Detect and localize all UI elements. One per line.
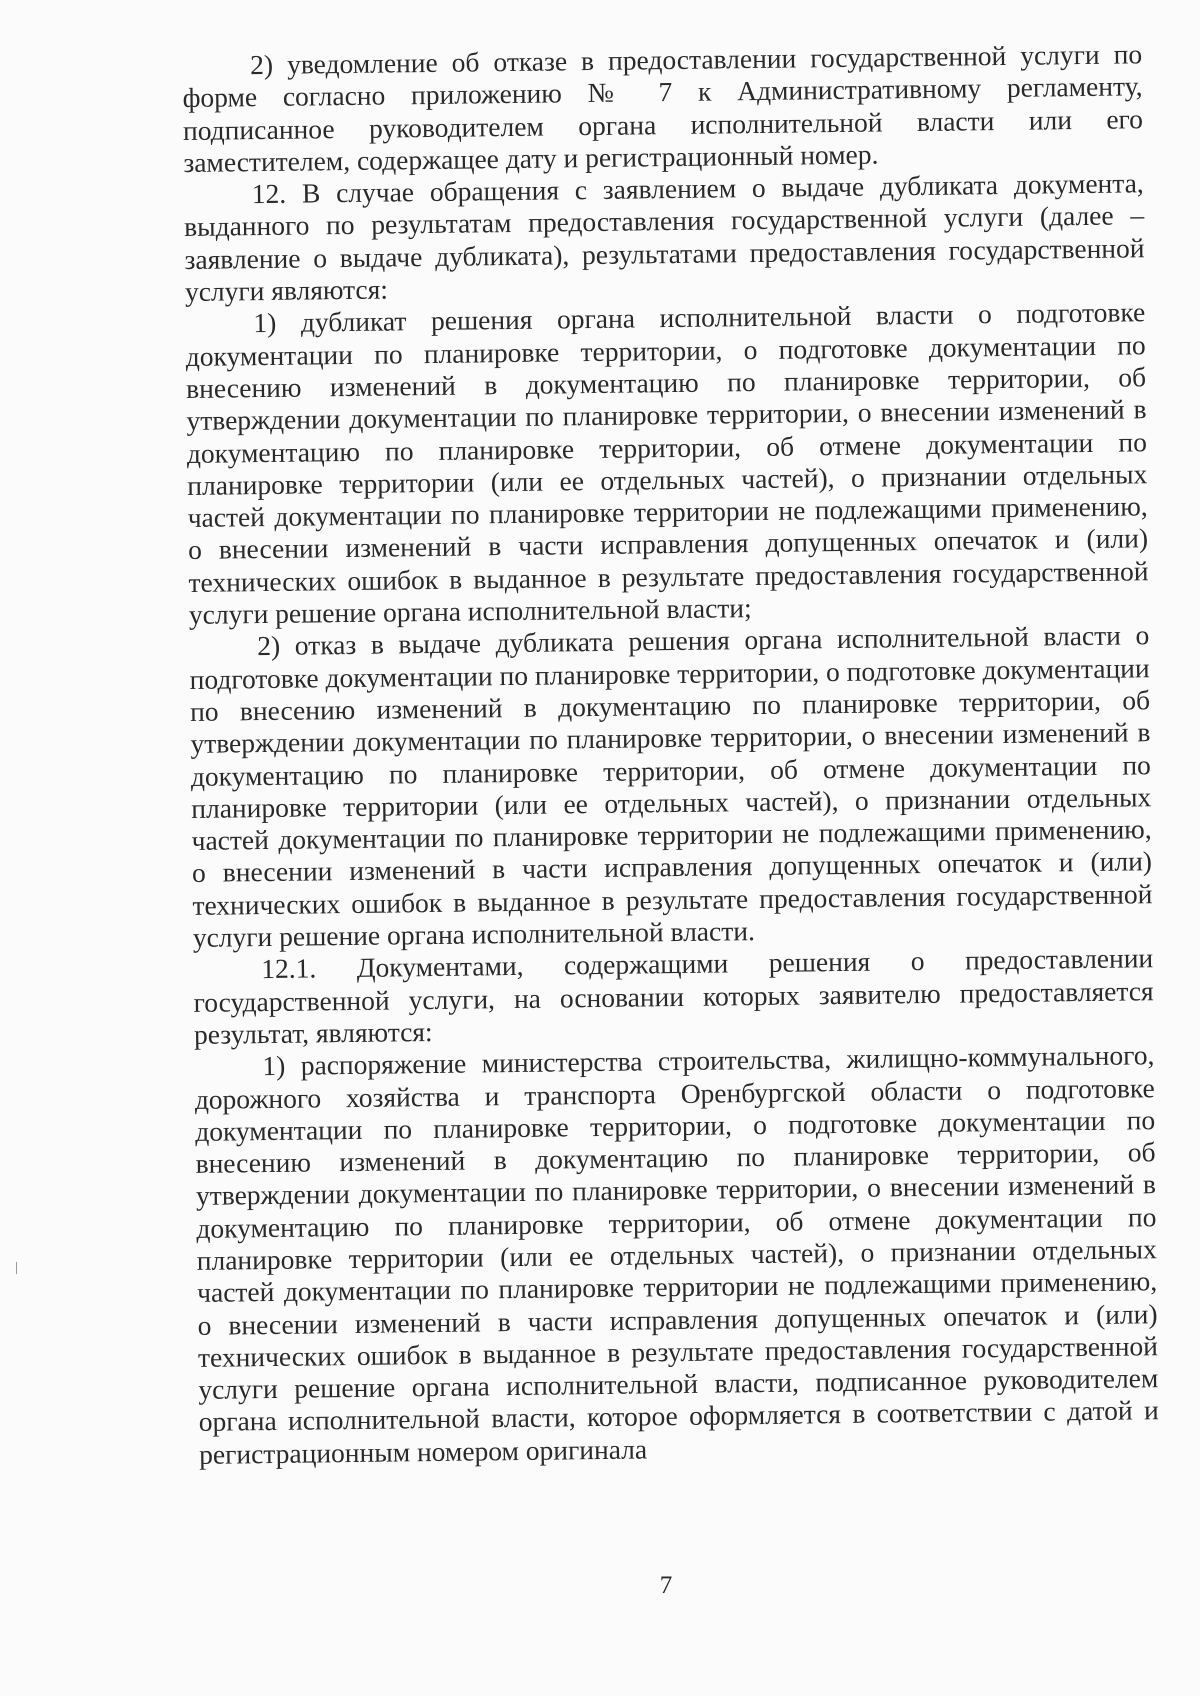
paragraph-ministry-order: 1) распоряжение министерства строительства, жилищно-коммунального, дорожного хозяйства и транспорта Оренбургской области о подготовке документации по планировке территории, о подготовке документации по внесению изменений в документацию по планировке территории, об утверждении документации по планировке территории, о внесении изменений в документацию по планировке территории, об отмене документации по планировке территории (или ее отдельных частей), о признании отдельных частей документации по планировке территории не подлежащими применению, о внесении изменений в части исправления допущенных опечаток и (или) технических ошибок в выданное в результате предоставления государственной услуги решение органа исполнительной власти, подписанное руководителем органа исполнительной власти, которое оформляется в соответствии с датой и регистрационным номером оригинала (194, 1039, 1159, 1470)
margin-mark (16, 1262, 17, 1274)
paragraph-section-12: 12. В случае обращения с заявлением о выдаче дубликата документа, выданного по результатам предоставления государственной услуги (далее – заявление о выдаче дубликата), результатами предоставления государственной услуги являются: (183, 167, 1145, 308)
paragraph-section-12-1: 12.1. Документами, содержащими решения о предоставлении государственной услуги, на основании которых заявителю предоставляется результат, являются: (193, 942, 1154, 1050)
page-number: 7 (659, 1572, 673, 1599)
paragraph-duplicate-decision: 1) дубликат решения органа исполнительной власти о подготовке документации по планировке территории, о подготовке документации по внесению изменений в документацию по планировке территории, об утверждении документации по планировке территории, о внесении изменений в документацию по планировке территории, об отмене документации по планировке территории (или ее отдельных частей), о признании отдельных частей документации по планировке территории не подлежащими применению, о внесении изменений в части исправления допущенных опечаток и (или) технических ошибок в выданное в результате предоставления государственной услуги решение органа исполнительной власти; (185, 296, 1149, 631)
paragraph-duplicate-refusal: 2) отказ в выдаче дубликата решения органа исполнительной власти о подготовке документации по планировке территории, о подготовке документации по внесению изменений в документацию по планировке территории, об утверждении документации по планировке территории, о внесении изменений в документацию по планировке территории, об отмене документации по планировке территории (или ее отдельных частей), о признании отдельных частей документации по планировке территории не подлежащими применению, о внесении изменений в части исправления допущенных опечаток и (или) технических ошибок в выданное в результате предоставления государственной услуги решение органа исполнительной власти. (189, 619, 1153, 953)
paragraph-refusal-notice: 2) уведомление об отказе в предоставлении государственной услуги по форме согласно приложению № 7 к Административному регламенту, подписанное руководителем органа исполнительной власти или его заместителем, содержащее дату и регистрационный номер. (182, 38, 1144, 178)
document-body (182, 38, 1159, 1471)
